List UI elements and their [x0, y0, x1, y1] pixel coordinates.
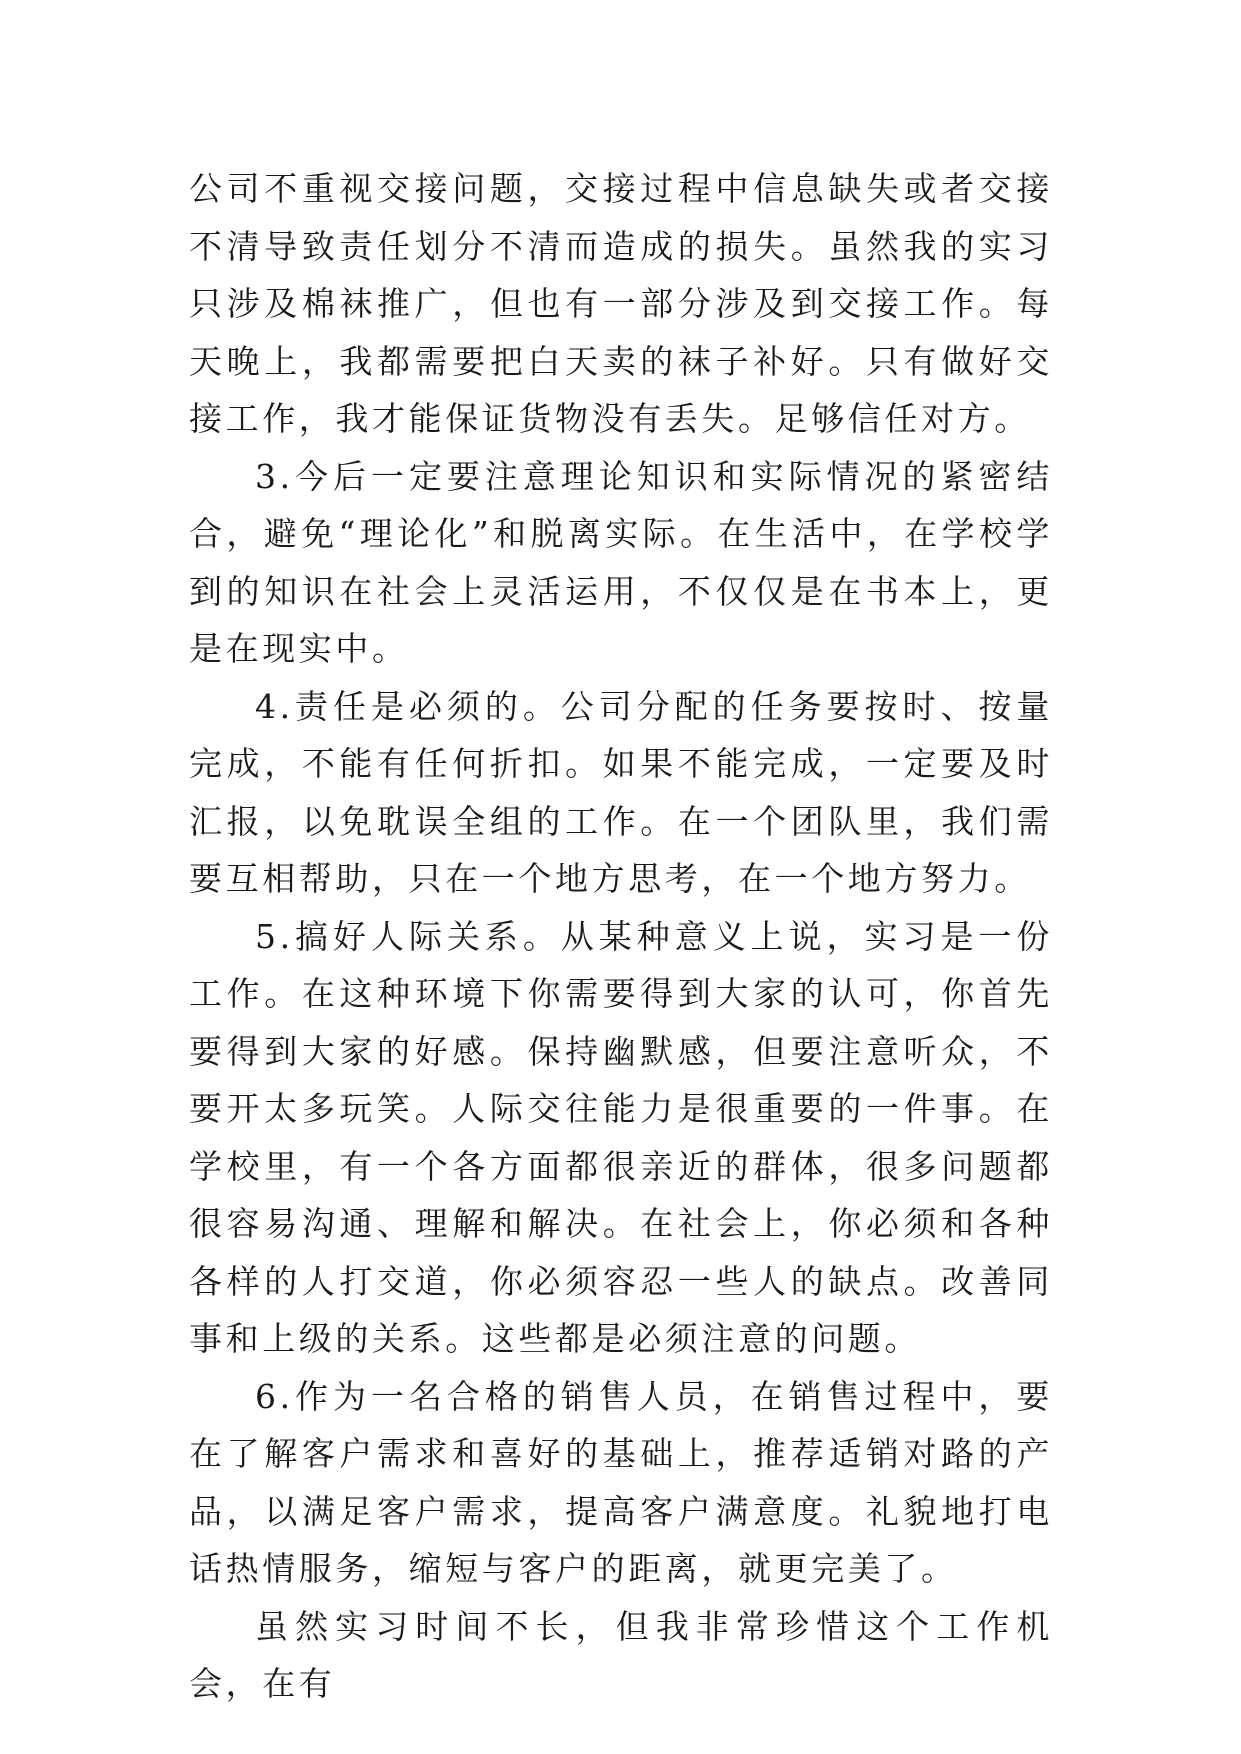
paragraph-point-4: 4.责任是必须的。公司分配的任务要按时、按量完成，不能有任何折扣。如果不能完成，一定要及时汇报，以免耽误全组的工作。在一个团队里，我们需要互相帮助，只在一个地方思考，在一个地方努力。: [189, 686, 1053, 898]
paragraph-closing: 虽然实习时间不长，但我非常珍惜这个工作机会，在有: [189, 1606, 1053, 1703]
body-text: [189, 160, 1053, 1713]
paragraph-point-6: 6.作为一名合格的销售人员，在销售过程中，要在了解客户需求和喜好的基础上，推荐适销对路的产品，以满足客户需求，提高客户满意度。礼貌地打电话热情服务，缩短与客户的距离，就更完美了。: [189, 1376, 1053, 1588]
paragraph-point-5: 5.搞好人际关系。从某种意义上说，实习是一份工作。在这种环境下你需要得到大家的认可，你首先要得到大家的好感。保持幽默感，但要注意听众，不要开太多玩笑。人际交往能力是很重要的一件事。在学校里，有一个各方面都很亲近的群体，很多问题都很容易沟通、理解和解决。在社会上，你必须和各种各样的人打交道，你必须容忍一些人的缺点。改善同事和上级的关系。这些都是必须注意的问题。: [189, 916, 1053, 1358]
paragraph-point-3: 3.今后一定要注意理论知识和实际情况的紧密结合，避免“理论化”和脱离实际。在生活中，在学校学到的知识在社会上灵活运用，不仅仅是在书本上，更是在现实中。: [189, 456, 1053, 668]
paragraph-handover: 公司不重视交接问题，交接过程中信息缺失或者交接不清导致责任划分不清而造成的损失。虽然我的实习只涉及棉袜推广，但也有一部分涉及到交接工作。每天晚上，我都需要把白天卖的袜子补好。只有做好交接工作，我才能保证货物没有丢失。足够信任对方。: [189, 169, 1053, 438]
